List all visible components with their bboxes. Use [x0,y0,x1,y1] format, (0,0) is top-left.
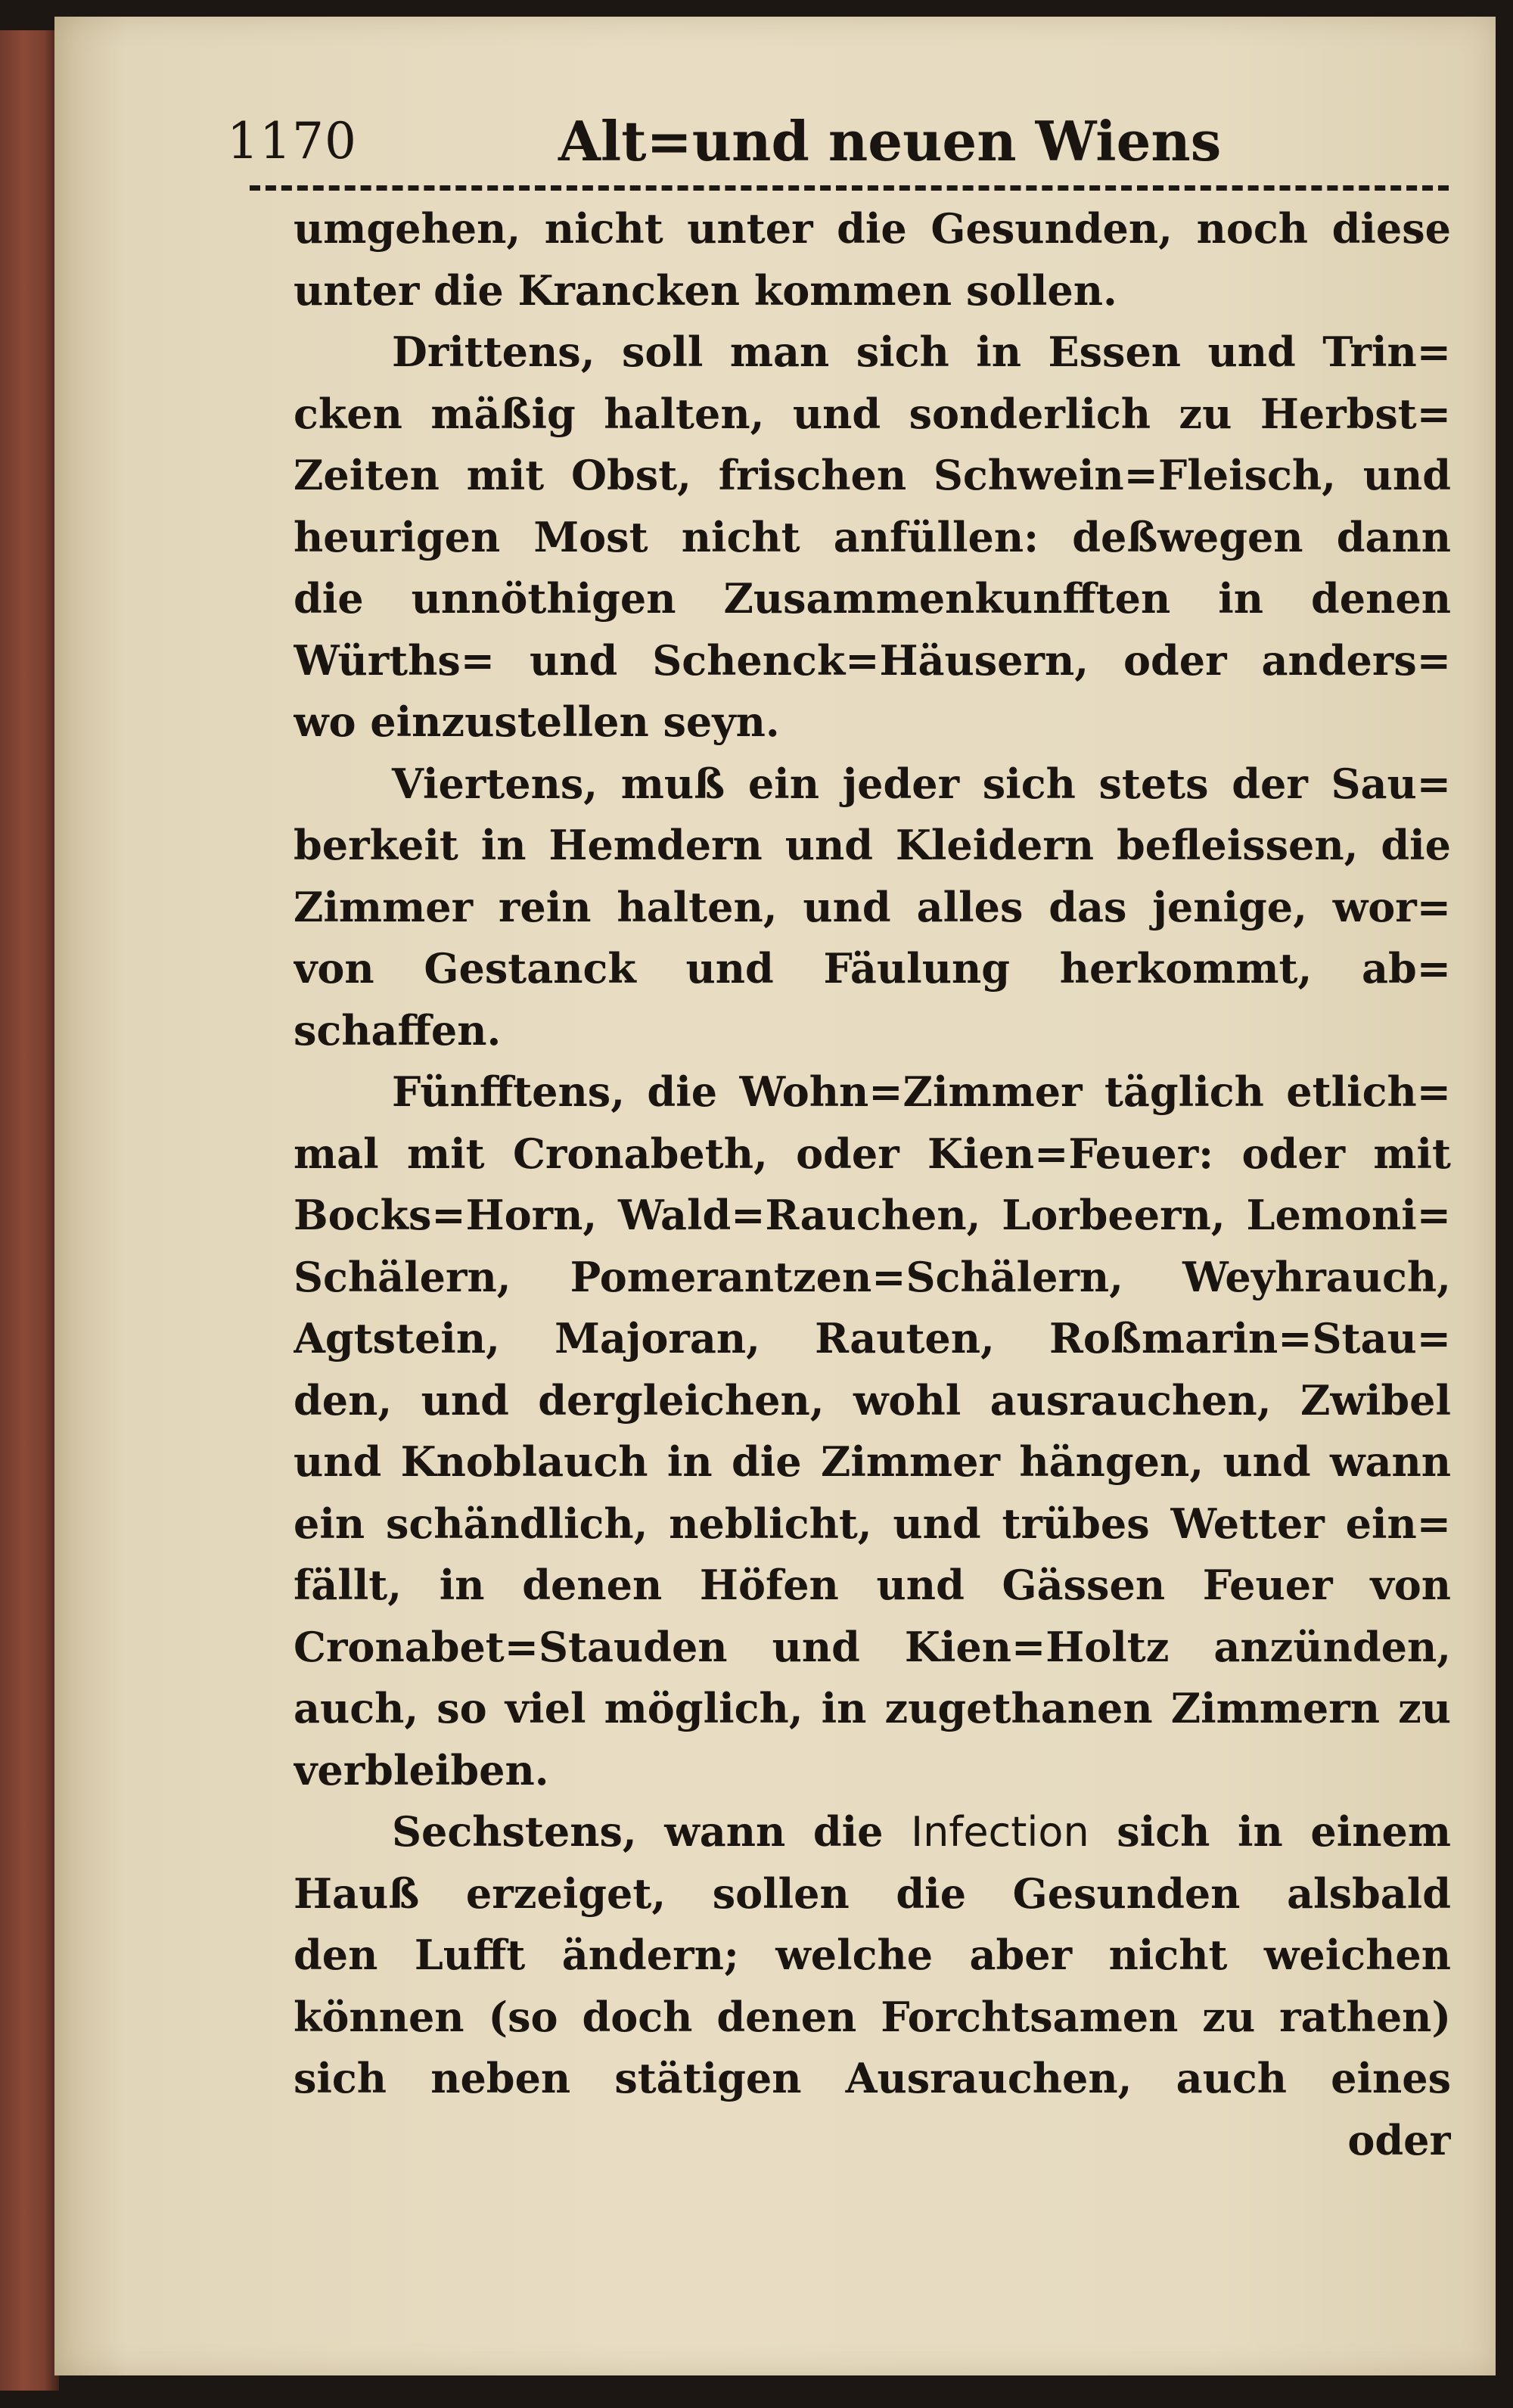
text-line [294,1801,1451,1863]
header-rule [250,185,1449,191]
text-line: ein schändlich, neblicht, und trübes Wetter ein= [294,1499,1451,1548]
text-line: Zimmer rein halten, und alles das jenige, wor= [294,882,1451,931]
text-line: berkeit in Hemdern und Kleidern befleissen, die [294,821,1451,869]
text-line: mal mit Cronabeth, oder Kien=Feuer: oder mit [294,1129,1451,1178]
running-title: Alt=und neuen Wiens [558,109,1222,173]
text-line: wo einzustellen seyn. [294,698,780,746]
text-line: Hauß erzeiget, sollen die Gesunden alsbald [294,1869,1451,1918]
catchword: oder [1347,2115,1451,2164]
text-line: cken mäßig halten, und sonderlich zu Herbst= [294,389,1451,438]
text-line: schaffen. [294,1005,502,1055]
text-line: Drittens, soll man sich in Essen und Trin= [392,328,1451,376]
text-line: Agtstein, Majoran, Rauten, Roßmarin=Stau= [294,1314,1451,1362]
text-line: sich neben stätigen Ausrauchen, auch eines [294,2054,1451,2102]
body-text [294,198,1451,2171]
text-line: unter die Krancken kommen sollen. [294,266,1117,315]
text-line: von Gestanck und Fäulung herkommt, ab= [294,944,1451,993]
text-line: Bocks=Horn, Wald=Rauchen, Lorbeern, Lemoni= [294,1191,1451,1239]
text-line: verbleiben. [294,1745,549,1794]
latin-word-infection: Infection [911,1808,1089,1856]
page-header [227,109,1452,195]
text-line: Viertens, muß ein jeder sich stets der Sau= [392,759,1451,808]
text-line: und Knoblauch in die Zimmer hängen, und wann [294,1437,1451,1486]
text-line: können (so doch denen Forchtsamen zu rathen) [294,1992,1451,2041]
text-line: heurigen Most nicht anfüllen: deßwegen dann [294,512,1451,561]
text-line: den, und dergleichen, wohl ausrauchen, Zwibel [294,1375,1451,1425]
text-line: Würths= und Schenck=Häusern, oder anders= [294,635,1451,685]
text-line: Zeiten mit Obst, frischen Schwein=Fleisch, und [294,451,1451,499]
text-line: fällt, in denen Höfen und Gässen Feuer von [294,1561,1451,1609]
book-edge [0,30,59,2391]
text-line: die unnöthigen Zusammenkunfften in denen [294,574,1451,623]
text-line: den Lufft ändern; welche aber nicht weichen [294,1931,1451,1979]
text-line-start: Sechstens, wann die [392,1807,912,1856]
text-line-end: sich in einem [1089,1807,1451,1856]
text-line: Schälern, Pomerantzen=Schälern, Weyhrauch, [294,1252,1451,1301]
text-line: auch, so viel möglich, in zugethanen Zimmern zu [294,1684,1451,1732]
text-line: Fünfftens, die Wohn=Zimmer täglich etlich= [392,1067,1451,1116]
page-number: 1170 [227,112,357,170]
text-line: umgehen, nicht unter die Gesunden, noch diese [294,204,1451,253]
text-line: Cronabet=Stauden und Kien=Holtz anzünden, [294,1622,1451,1671]
